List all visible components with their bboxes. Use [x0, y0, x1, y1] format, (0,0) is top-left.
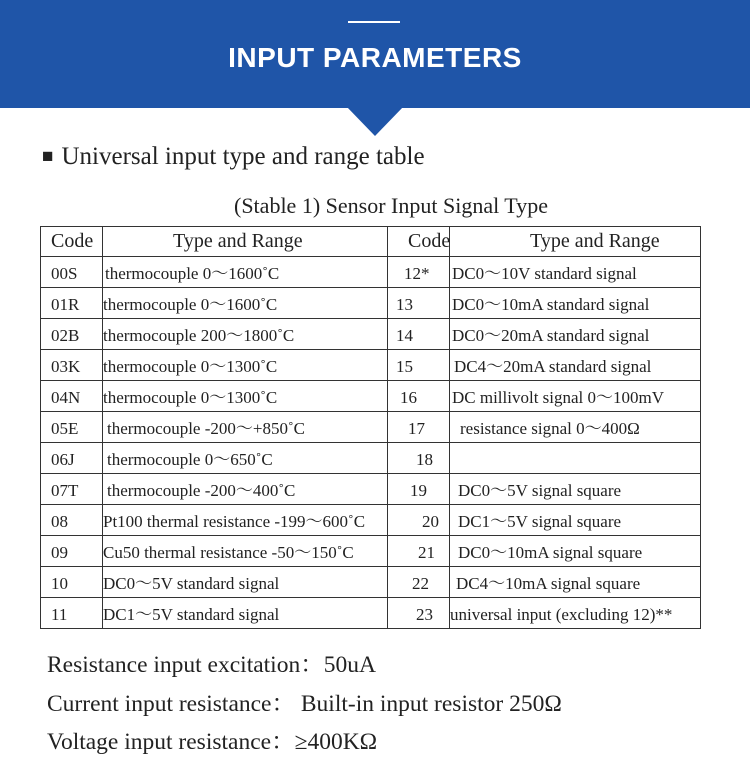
cell-text: DC0～20mA standard signal — [452, 326, 650, 345]
cell-text: Type and Range — [173, 230, 303, 252]
cell-text: thermocouple 0～1300˚C — [103, 388, 278, 407]
section-heading-text: Universal input type and range table — [61, 143, 425, 170]
cell-type-range — [103, 536, 388, 567]
cell-text: DC4～10mA signal square — [456, 574, 641, 593]
cell-code — [388, 536, 450, 567]
cell-type-range — [103, 598, 388, 629]
input-notes — [47, 646, 562, 762]
table-row — [41, 567, 701, 598]
cell-text: DC0～10mA signal square — [458, 543, 643, 562]
cell-text: thermocouple 0～1300˚C — [103, 357, 278, 376]
cell-code — [41, 412, 103, 443]
cell-text: 16 — [400, 388, 417, 407]
cell-text: DC0～5V signal square — [458, 481, 622, 500]
table-caption: (Stable 1) Sensor Input Signal Type — [234, 193, 548, 218]
cell-code — [388, 257, 450, 288]
cell-text: thermocouple 200～1800˚C — [103, 326, 295, 345]
cell-type-range — [103, 381, 388, 412]
cell-code — [41, 567, 103, 598]
cell-code — [41, 505, 103, 536]
cell-type-range — [103, 350, 388, 381]
cell-code — [41, 536, 103, 567]
cell-code — [41, 474, 103, 505]
table-row — [41, 598, 701, 629]
cell-text: 08 — [51, 512, 68, 531]
cell-text: universal input (excluding 12)** — [450, 605, 673, 624]
cell-text: thermocouple 0～650˚C — [107, 450, 273, 469]
cell-code — [41, 227, 103, 257]
table-row — [41, 505, 701, 536]
table-row — [41, 412, 701, 443]
cell-code — [41, 350, 103, 381]
cell-text: thermocouple -200～+850˚C — [107, 419, 305, 438]
cell-text: 02B — [51, 326, 80, 345]
cell-code — [388, 412, 450, 443]
cell-type-range — [450, 567, 701, 598]
cell-type-range — [450, 412, 701, 443]
cell-type-range — [103, 412, 388, 443]
cell-code — [41, 381, 103, 412]
cell-text: 12* — [404, 264, 430, 283]
note-voltage-resistance: Voltage input resistance：≥400KΩ — [47, 729, 378, 755]
cell-code — [388, 288, 450, 319]
cell-text: 14 — [396, 326, 413, 345]
banner-title: INPUT PARAMETERS — [228, 42, 522, 73]
cell-code — [41, 443, 103, 474]
cell-code — [41, 257, 103, 288]
cell-text: thermocouple 0～1600˚C — [103, 295, 278, 314]
sensor-input-table — [40, 226, 701, 629]
cell-text: 09 — [51, 543, 68, 562]
table-row — [41, 350, 701, 381]
cell-text: thermocouple 0～1600˚C — [105, 264, 280, 283]
cell-text: Code — [408, 230, 451, 252]
cell-text: DC1～5V signal square — [458, 512, 622, 531]
note-current-resistance: Current input resistance： Built-in input resistor 250Ω — [47, 690, 562, 717]
cell-text: 07T — [51, 481, 79, 500]
cell-text: 05E — [51, 419, 79, 438]
cell-type-range — [450, 350, 701, 381]
table-row — [41, 319, 701, 350]
cell-text: 20 — [422, 512, 439, 531]
cell-code — [388, 474, 450, 505]
cell-text: DC0～10mA standard signal — [452, 295, 650, 314]
cell-code — [388, 319, 450, 350]
cell-text: 10 — [51, 574, 68, 593]
table-row — [41, 257, 701, 288]
cell-type-range — [103, 474, 388, 505]
cell-type-range — [450, 319, 701, 350]
cell-text: DC0～5V standard signal — [103, 574, 280, 593]
cell-code — [41, 319, 103, 350]
table-row — [41, 474, 701, 505]
cell-type-range — [450, 474, 701, 505]
cell-code — [388, 567, 450, 598]
cell-code — [41, 288, 103, 319]
cell-text: 01R — [51, 295, 80, 314]
cell-text: 11 — [51, 605, 68, 624]
cell-text: 23 — [416, 605, 433, 624]
table-row — [41, 536, 701, 567]
cell-type-range — [103, 567, 388, 598]
cell-code — [388, 598, 450, 629]
cell-text: resistance signal 0～400Ω — [460, 419, 640, 438]
cell-code — [388, 350, 450, 381]
cell-text: DC4～20mA standard signal — [454, 357, 652, 376]
cell-text: 19 — [410, 481, 427, 500]
cell-type-range — [103, 288, 388, 319]
cell-text: 04N — [51, 388, 81, 407]
cell-text: 00S — [51, 264, 78, 283]
cell-code — [388, 381, 450, 412]
cell-type-range — [450, 443, 701, 474]
table-row — [41, 288, 701, 319]
cell-text: Type and Range — [530, 230, 660, 252]
cell-text: 22 — [412, 574, 429, 593]
cell-text: DC millivolt signal 0～100mV — [452, 388, 665, 407]
cell-text: Pt100 thermal resistance -199～600˚C — [103, 512, 366, 531]
table-header-row — [41, 227, 701, 257]
cell-text: Cu50 thermal resistance -50～150˚C — [103, 543, 354, 562]
cell-text: DC0～10V standard signal — [452, 264, 637, 283]
cell-type-range — [450, 257, 701, 288]
cell-text: 17 — [408, 419, 425, 438]
cell-text: 15 — [396, 357, 413, 376]
cell-type-range — [450, 598, 701, 629]
cell-type-range — [450, 536, 701, 567]
cell-type-range — [450, 381, 701, 412]
cell-text: Code — [51, 230, 94, 252]
cell-text: 06J — [51, 450, 75, 469]
banner-pointer — [346, 106, 404, 136]
cell-text: 21 — [418, 543, 435, 562]
cell-text: 18 — [416, 450, 433, 469]
cell-type-range — [103, 319, 388, 350]
cell-type-range — [450, 505, 701, 536]
cell-code — [388, 227, 450, 257]
header-banner — [0, 0, 750, 108]
table-row — [41, 443, 701, 474]
cell-code — [388, 443, 450, 474]
cell-code — [388, 505, 450, 536]
square-bullet-icon: ■ — [42, 146, 54, 167]
table-row — [41, 381, 701, 412]
cell-text: DC1～5V standard signal — [103, 605, 280, 624]
cell-text: thermocouple -200～400˚C — [107, 481, 296, 500]
section-heading — [42, 143, 425, 171]
cell-text: 03K — [51, 357, 81, 376]
cell-type-range — [103, 257, 388, 288]
cell-type-range — [103, 227, 388, 257]
cell-type-range — [103, 443, 388, 474]
cell-type-range — [450, 288, 701, 319]
banner-divider — [348, 21, 400, 23]
note-resistance-excitation: Resistance input excitation：50uA — [47, 652, 376, 678]
cell-code — [41, 598, 103, 629]
cell-text: 13 — [396, 295, 413, 314]
cell-type-range — [450, 227, 701, 257]
cell-type-range — [103, 505, 388, 536]
